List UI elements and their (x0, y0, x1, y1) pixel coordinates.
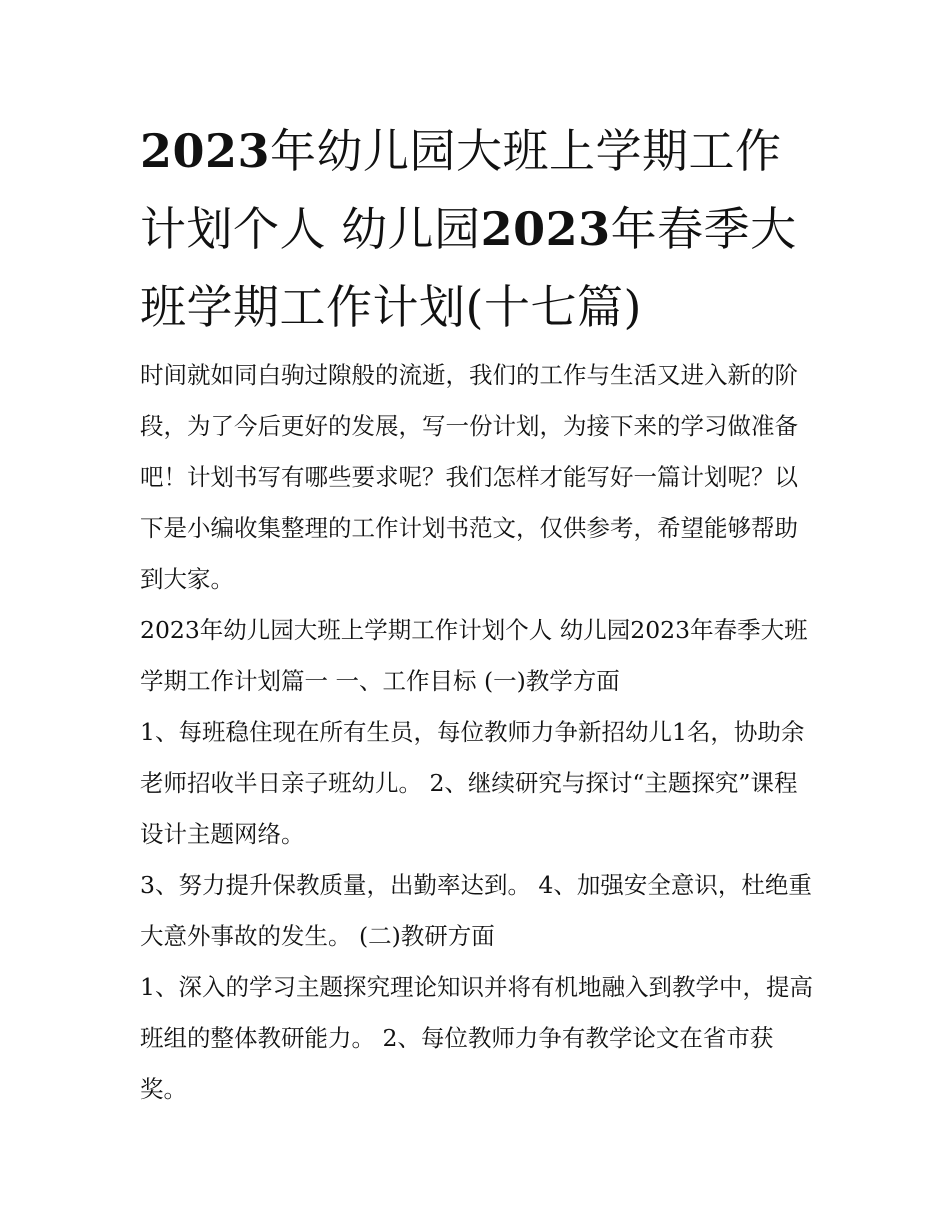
document-page (140, 112, 820, 1115)
body-paragraph-2: 3、努力提升保教质量，出勤率达到。 4、加强安全意识，杜绝重大意外事故的发生。 (二)教研方面 (140, 871, 812, 950)
title-part-text-2: 年春季大班学期工作计划(十七篇) (140, 202, 797, 334)
intro-paragraph: 时间就如同白驹过隙般的流逝，我们的工作与生活又进入新的阶段，为了今后更好的发展，写一份计划，为接下来的学习做准备吧！计划书写有哪些要求呢？我们怎样才能写好一篇计划呢？以下是小编收集整理的工作计划书范文，仅供参考，希望能够帮助到大家。 (140, 361, 798, 593)
body-paragraph-3: 1、深入的学习主题探究理论知识并将有机地融入到教学中，提高班组的整体教研能力。 2、每位教师力争有教学论文在省市获奖。 (140, 973, 813, 1103)
title-part-year-2: 2023 (480, 202, 611, 256)
section-heading-paragraph: 2023年幼儿园大班上学期工作计划个人 幼儿园2023年春季大班学期工作计划篇一 一、工作目标 (一)教学方面 (140, 616, 808, 695)
document-title (140, 112, 820, 346)
title-part-text-1: 年幼儿园大班上学期工作计划个人 幼儿园 (140, 124, 782, 256)
body-paragraph-1: 1、每班稳住现在所有生员，每位教师力争新招幼儿1名，协助余老师招收半日亲子班幼儿。 2、继续研究与探讨“主题探究”课程设计主题网络。 (140, 718, 805, 848)
title-part-year-1: 2023 (140, 124, 271, 178)
